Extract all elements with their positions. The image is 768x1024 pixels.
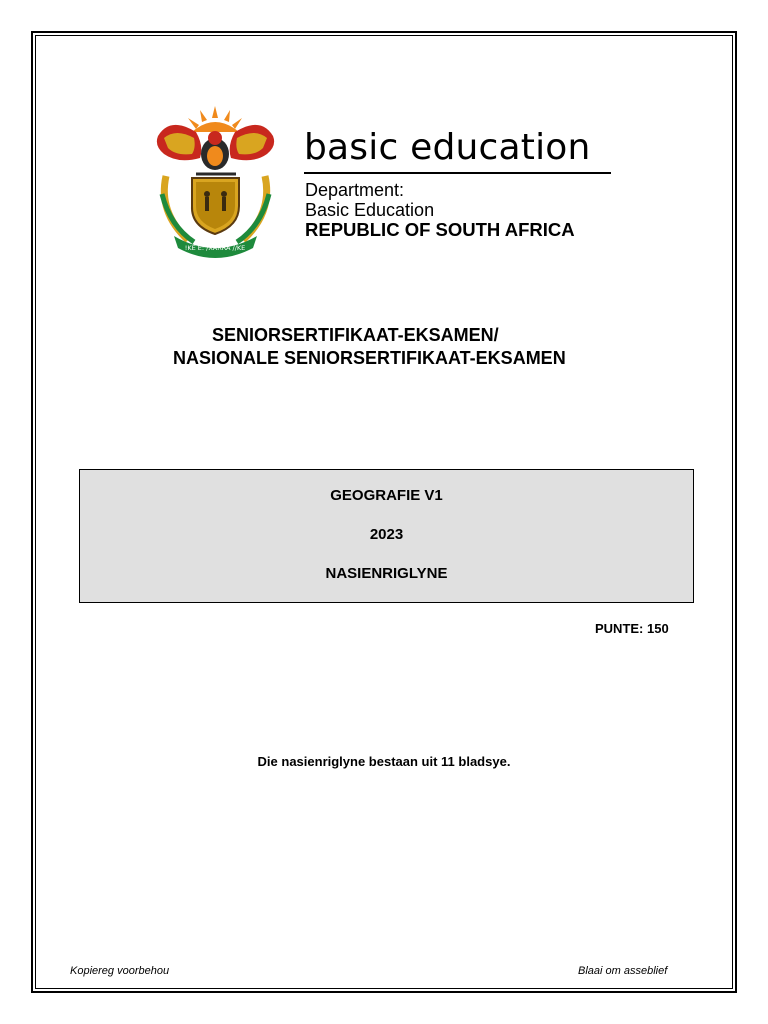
country-name: REPUBLIC OF SOUTH AFRICA [305,219,575,240]
crest-motto-text: !KE E: /XARRA //KE [184,244,246,252]
coat-of-arms-icon [148,102,283,258]
total-marks: PUNTE: 150 [595,621,669,636]
brand-divider [304,172,611,174]
subject-box [79,469,694,603]
exam-year: 2023 [369,526,404,543]
page-count-note: Die nasienriglyne bestaan uit 11 bladsye. [257,754,511,769]
exam-title-line1: SENIORSERTIFIKAAT-EKSAMEN/ [212,325,499,345]
footer-turn-over: Blaai om asseblief [578,965,668,977]
department-name: Basic Education [305,200,435,220]
brand-title: basic education [304,127,591,168]
exam-title-line2: NASIONALE SENIORSERTIFIKAAT-EKSAMEN [173,348,566,368]
subject-name: GEOGRAFIE V1 [330,487,443,504]
department-label: Department: [305,180,405,200]
document-type: NASIENRIGLYNE [325,565,448,582]
footer-copyright: Kopiereg voorbehou [70,965,170,977]
